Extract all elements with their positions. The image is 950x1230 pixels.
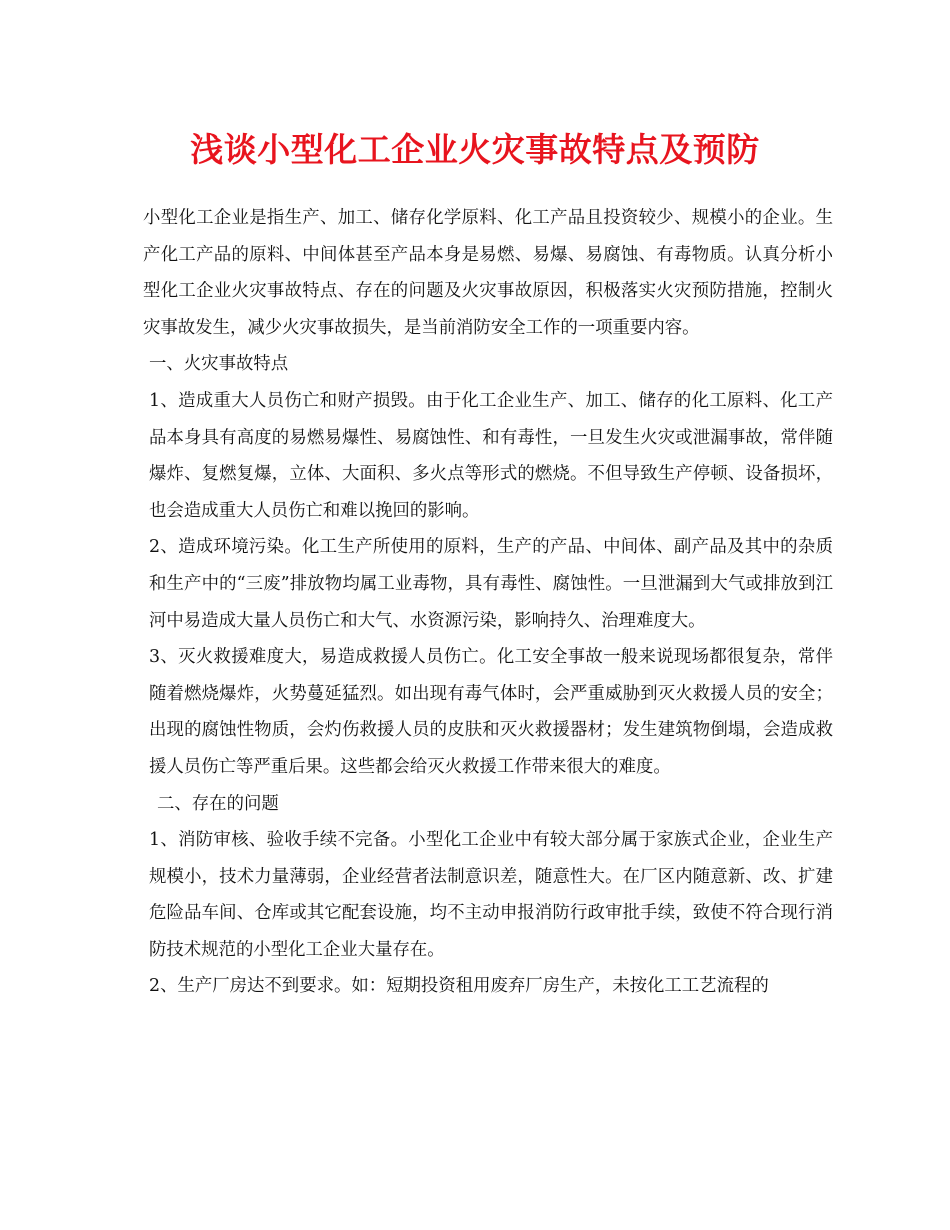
section-heading-existing-problems: 二、存在的问题: [157, 793, 279, 814]
paragraph-pollution: 2、造成环境污染。化工生产所使用的原料，生产的产品、中间体、副产品及其中的杂质和生产中的“三废”排放物均属工业毒物，具有毒性、腐蚀性。一旦泄漏到大气或排放到江河中易造成大量人员伤亡和大气、水资源污染，影响持久、治理难度大。: [149, 537, 833, 631]
intro-paragraph: 小型化工企业是指生产、加工、储存化学原料、化工产品且投资较少、规模小的企业。生产化工产品的原料、中间体甚至产品本身是易燃、易爆、易腐蚀、有毒物质。认真分析小型化工企业火灾事故特点、存在的问题及火灾事故原因，积极落实火灾预防措施，控制火灾事故发生，减少火灾事故损失，是当前消防安全工作的一项重要内容。: [143, 208, 833, 338]
document-body: [143, 200, 833, 1005]
paragraph-approval-procedures: 1、消防审核、验收手续不完备。小型化工企业中有较大部分属于家族式企业，企业生产规模小，技术力量薄弱，企业经营者法制意识差，随意性大。在厂区内随意新、改、扩建危险品车间、仓库或其它配套设施，均不主动申报消防行政审批手续，致使不符合现行消防技术规范的小型化工企业大量存在。: [149, 830, 833, 960]
document-title: 浅谈小型化工企业火灾事故特点及预防: [190, 130, 760, 169]
paragraph-factory-buildings: 2、生产厂房达不到要求。如：短期投资租用废弃厂房生产，未按化工工艺流程的: [149, 976, 769, 997]
section-heading-fire-characteristics: 一、火灾事故特点: [149, 354, 289, 375]
paragraph-casualties: 1、造成重大人员伤亡和财产损毁。由于化工企业生产、加工、储存的化工原料、化工产品本身具有高度的易燃易爆性、易腐蚀性、和有毒性，一旦发生火灾或泄漏事故，常伴随爆炸、复燃复爆，立体、大面积、多火点等形式的燃烧。不但导致生产停顿、设备损坏，也会造成重大人员伤亡和难以挽回的影响。: [149, 390, 833, 521]
paragraph-rescue-difficulty: 3、灭火救援难度大，易造成救援人员伤亡。化工安全事故一般来说现场都很复杂，常伴随着燃烧爆炸，火势蔓延猛烈。如出现有毒气体时，会严重威胁到灭火救援人员的安全；出现的腐蚀性物质，会灼伤救援人员的皮肤和灭火救援器材；发生建筑物倒塌，会造成救援人员伤亡等严重后果。这些都会给灭火救援工作带来很大的难度。: [149, 647, 833, 777]
